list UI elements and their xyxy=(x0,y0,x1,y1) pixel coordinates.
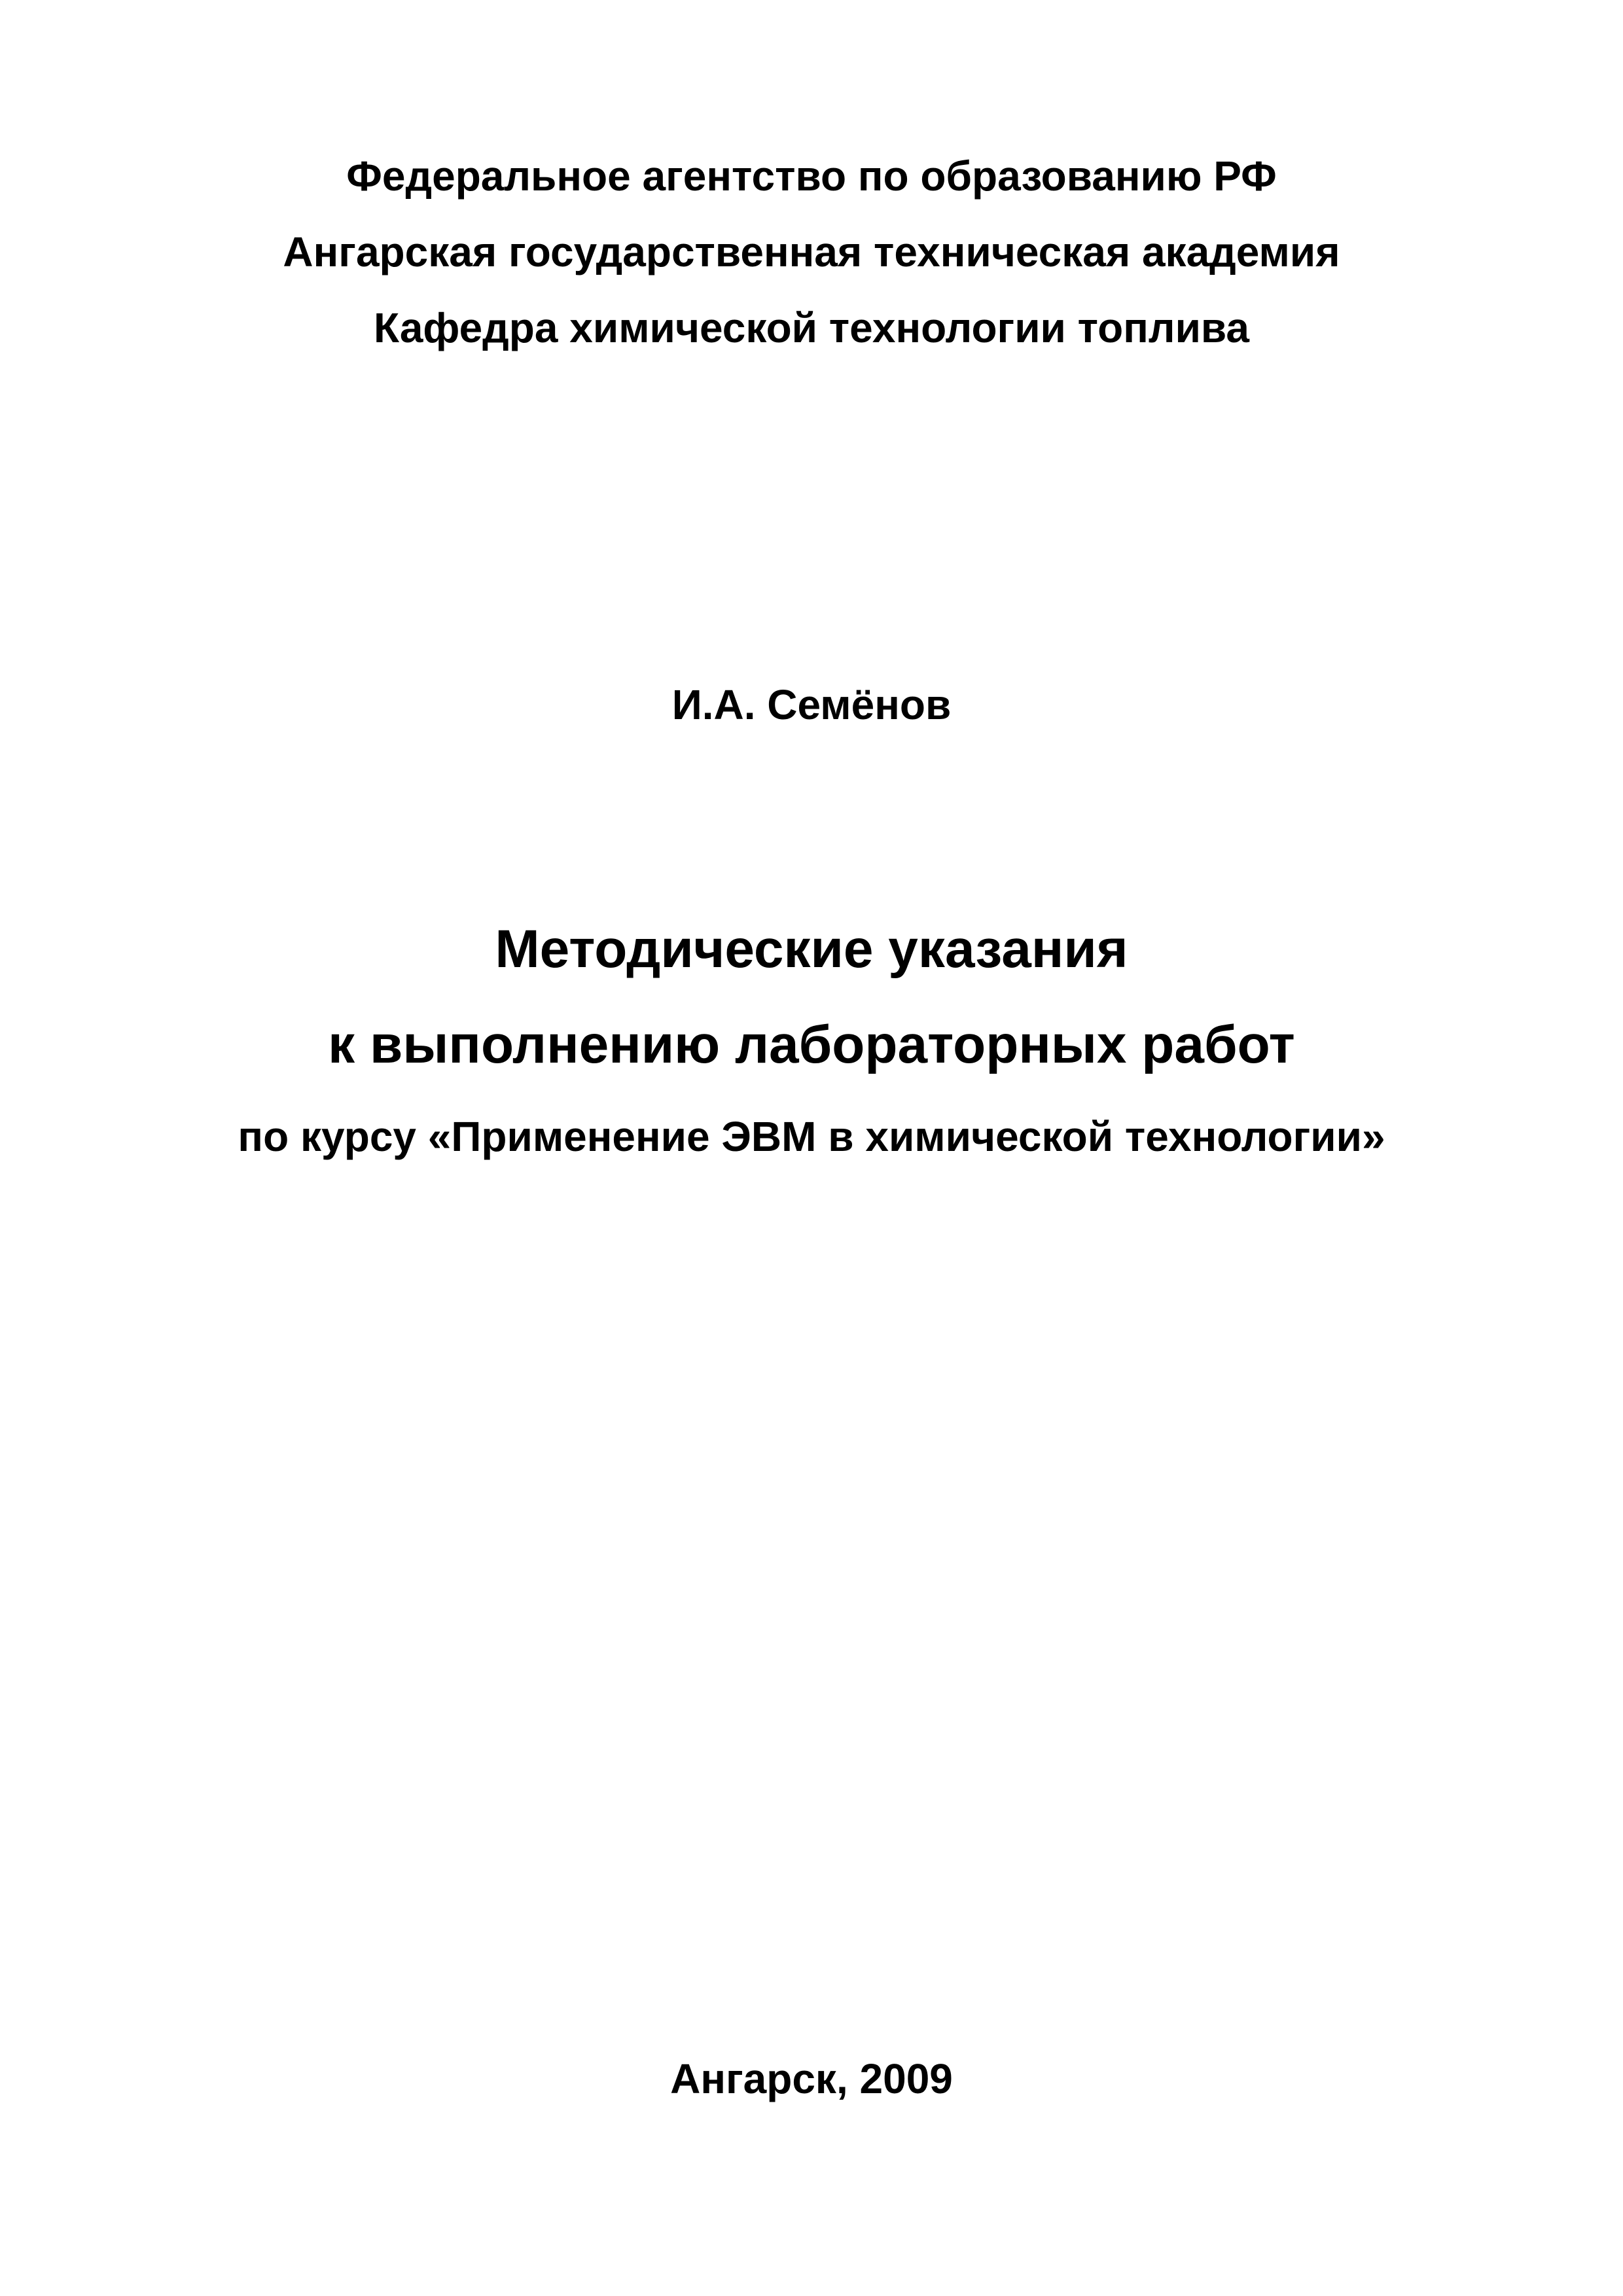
title-line-2: к выполнению лабораторных работ xyxy=(328,1015,1295,1074)
title-course-line: по курсу «Применение ЭВМ в химической технологии» xyxy=(238,1113,1385,1160)
header-line-academy: Ангарская государственная техническая академия xyxy=(283,228,1340,275)
city-year: Ангарск, 2009 xyxy=(670,2055,953,2102)
header-line-agency: Федеральное агентство по образованию РФ xyxy=(346,152,1277,200)
author-name: И.А. Семёнов xyxy=(671,681,952,728)
header-line-department: Кафедра химической технологии топлива xyxy=(373,304,1250,351)
title-line-1: Методические указания xyxy=(495,919,1128,979)
